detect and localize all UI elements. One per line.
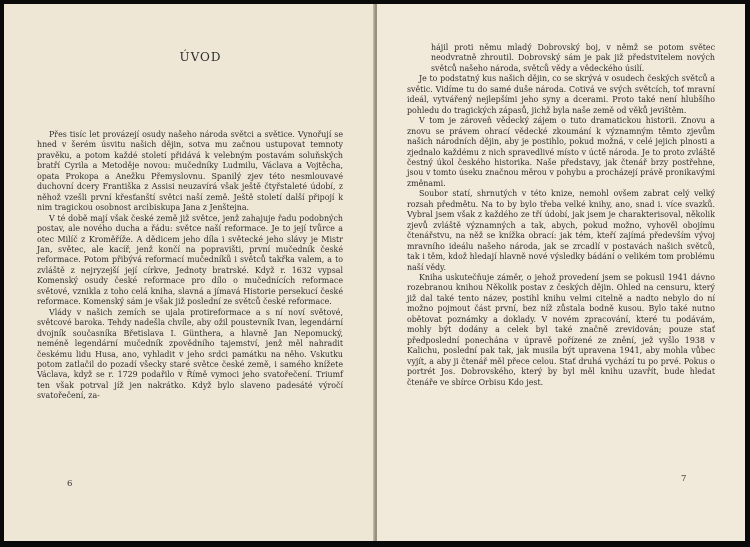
right-page — [377, 4, 745, 541]
page-number-right: 7 — [681, 474, 687, 484]
page-number-left: 6 — [67, 479, 73, 489]
paragraph: Vlády v našich zemích se ujala protireformace a s ní noví světové, světcové baroka. Tehdy nadešla chvíle, aby ožil poustevník Ivan, legendární dvojník současníka Břetislava I. Günthera, a hlavně Jan Nepomucký, neméně legendární mučedník zpovědního tajemství, jenž měl nahradit českému lidu Husa, ano, vyhladit v jeho srdci památku na něho. Vskutku potom zatlačil do pozadí všecky staré světce české země, i samého knížete Václava, když se r. 1729 podařilo v Římě vymoci jeho svatořečení. Triumf ten však potrval jíž jen nakrátko. Když bylo slaveno padesáté výročí svatořečení, za- — [37, 307, 343, 401]
paragraph: V té době mají však české země již světce, jenž zahajuje řadu podobných postav, ale nového ducha a řádu: světce naší reformace. Je to její tvůrce a otec Milíč z Kroměříže. A dědicem jeho díla i světecké jeho slávy je Mistr Jan, světec, ale kacíř, jenž končí na popravišti, první mučedník české reformace. Potom přibývá reformací mučedníků i světců takřka valem, a to zvláště z nejryzejší její církve, Jednoty bratrské. Když r. 1632 vypsal Komenský osudy české reformace pro dílo o mučednících reformace světové, vznikla z toho celá kniha, slavná a jímavá Historie persekucí české reformace. Komenský sám je však již poslední ze světců české reformace. — [37, 213, 343, 307]
paragraph: hájil proti němu mladý Dobrovský boj, v němž se potom světec neodvratně zhroutil. Dobrovský sám je pak již předstvitelem nových světců našeho národa, světců vědy a vědeckého úsilí. — [431, 43, 715, 73]
right-page-text — [407, 43, 715, 388]
paragraph: Je to podstatný kus našich dějin, co se skrývá v osudech českých světců a světic. Vidíme tu do samé duše národa. Cotivá ve svých světcích, toť mravní ideál, vytvářený nejlepšími jeho syny a dcerami. Proto také není hlubšího pohledu do tragických zápasů, jichž byla naše země od věků jevištěm. — [407, 74, 715, 115]
left-page — [4, 4, 375, 541]
page-title: ÚVOD — [179, 50, 222, 64]
paragraph: Přes tisíc let provázejí osudy našeho národa světci a světice. Vynořují se hned v šerém úsvitu našich dějin, sotva mu začnou ustupovat temnoty pravěku, a potom každé století přidává k velebným postavám soluňských bratří Cyrila a Metoděje novou: mučedníky Ludmilu, Václava a Vojtěcha, opata Prokopa a Anežku Přemyslovnu. Spanilý zjev této nesmlouvavé duchovní dcery Františka z Assisi neuzavírá však ještě čtyřstaleté údobí, z něhož vzešli první křesťanští světci naší země. Ještě století další připojí k nim tragickou osobnost arcibiskupa Jana z Jenštejna. — [37, 130, 343, 213]
left-page-text — [37, 130, 343, 402]
paragraph: Soubor statí, shrnutých v této knize, nemohl ovšem zabrat celý velký rozsah předmětu. Na to by bylo třeba velké knihy, ano, snad i. více svazků. Vybral jsem však z každého ze tří údobí, jak jsem je charakterisoval, několik zjevů zvláště významných a tak, abych, pokud možno, vyhověl obojímu čtenářstvu, na něž se knížka obrací: jak tém, kteří zajímá především vývoj mravního ideálu našeho národa, jak se zrcadlí v postavách našich světců, tak i těm, kdož hledají hlavně nové výsledky bádání o velikém tom problému naší vědy. — [407, 189, 715, 272]
paragraph: Kniha uskutečňuje záměr, o jehož provedení jsem se pokusil 1941 dávno rozebranou knihou Několik postav z českých dějin. Ohled na censuru, který již dal také tento název, postihl knihu velmi citelně a nadto nebylo do ní možno pojmout část první, bez níž zůstala bodně kusou. Bylo také nutno obětovat poznámky a doklady. V novém zpracování, které tu podávám, mohly být dodány a celek byl také značně zrevidován; pouze stať předposlední ponechána v úpravě pořízené ze znění, jež vyšlo 1938 v Kalichu, poslední pak tak, jak musila být upravena 1941, aby mohla vůbec vyjít, a aby ji čtenář měl přece celou. Stať druhá vychází tu po prvé. Pokus o portrét Jos. Dobrovského, který by byl měl knihu uzavřít, bude hledat čtenáře ve sbírce Orbisu Kdo jest. — [407, 272, 715, 387]
paragraph: V tom je zároveň vědecký zájem o tuto dramatickou historii. Znovu a znovu se právem ohrací vědecké zkoumání k významným těmto zjevům našich národních dějin, aby je postihlo, pokud možná, v celé jejich plnosti a zjednalo každému z nich spravedlivé místo v úctě národa. Je to proto zvláště čestný úkol českého historika. Naše představy, jak čtenář brzy postřehne, jsou v tomto úseku značnou měrou v pohybu a procházejí právě pronikavými změnami. — [407, 116, 715, 188]
